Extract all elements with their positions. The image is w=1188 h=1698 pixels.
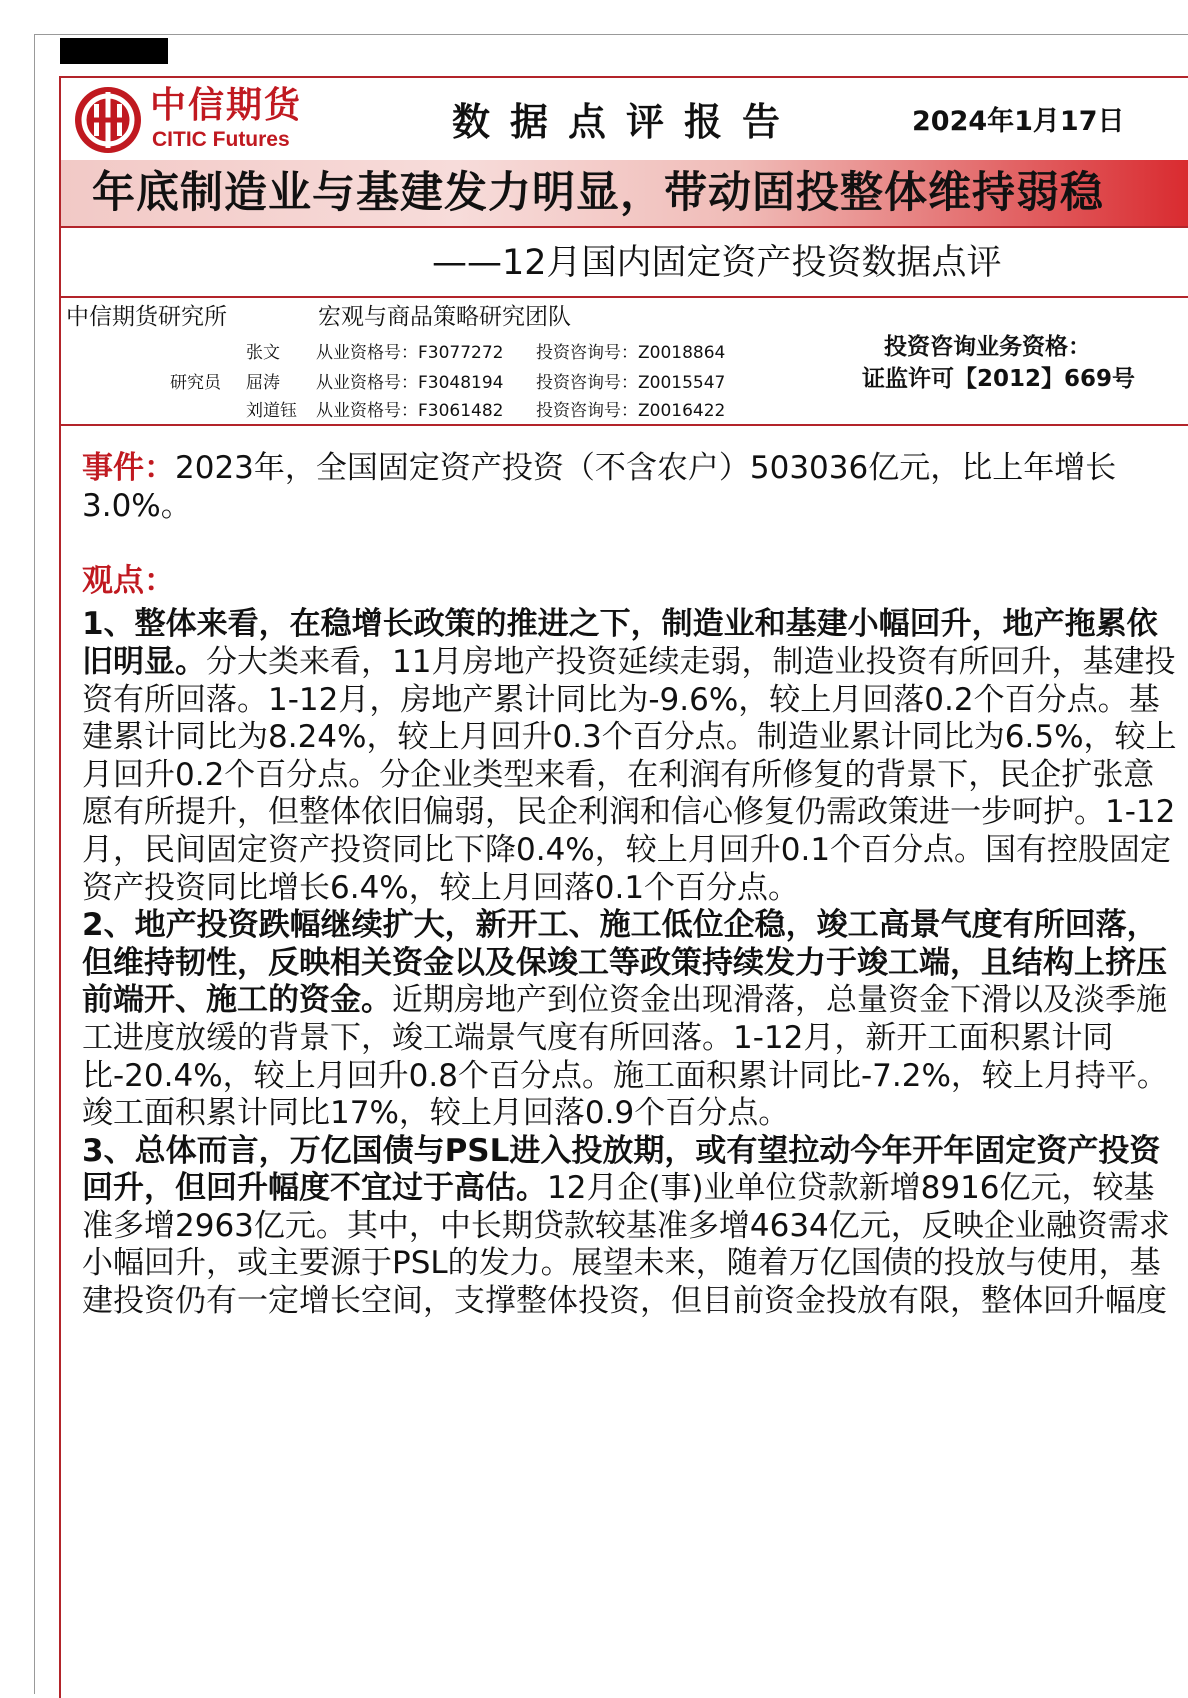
report-type: 数据点评报告 — [452, 100, 801, 144]
report-date: 2024年1月17日 — [912, 106, 1125, 137]
event-label: 事件： — [82, 450, 175, 486]
qualification-number: 证监许可【2012】669号 — [862, 366, 1136, 392]
view-point-lead: 2、地产投资跌幅继续扩大，新开工、施工低位企稳，竣工高景气度有所回落，但维持韧性，反映相关资金以及保竣工等政策持续发力于竣工端，且结构上挤压前端开、施工的资金。 — [82, 907, 1167, 1019]
divider — [61, 424, 1188, 426]
citic-logo-icon — [72, 84, 144, 156]
event-paragraph — [82, 450, 1182, 525]
analyst-cert: 从业资格号：F3061482 — [316, 401, 504, 421]
subtitle: ——12月国内固定资产投资数据点评 — [432, 243, 1002, 283]
redaction-block — [60, 38, 168, 64]
report-body — [82, 450, 1182, 1321]
qualification-title: 投资咨询业务资格： — [884, 334, 1091, 360]
spacer — [82, 525, 1182, 563]
view-point — [82, 606, 1182, 907]
main-title: 年底制造业与基建发力明显，带动固投整体维持弱稳 — [92, 168, 1104, 218]
view-point-text: 12月企(事)业单位贷款新增8916亿元，较基准多增2963亿元。其中，中长期贷款较基准多增4634亿元，反映企业融资需求小幅回升，或主要源于PSL的发力。展望未来，随着万亿国债的投放与使用，基建投资仍有一定增长空间，支撑整体投资，但目前资金投放有限，整体回升幅度 — [82, 1170, 1170, 1320]
analyst-cert: 从业资格号：F3077272 — [316, 343, 504, 363]
view-point-lead: 3、总体而言，万亿国债与PSL进入投放期，或有望拉动今年开年固定资产投资回升，但回升幅度不宜过于高估。 — [82, 1132, 1161, 1207]
views-label-line — [82, 563, 1182, 601]
page-border-top — [34, 34, 1188, 35]
analyst-name: 屈涛 — [246, 373, 280, 393]
analyst-name: 刘道钰 — [246, 401, 297, 421]
institute-name: 中信期货研究所 — [66, 304, 227, 330]
view-point — [82, 907, 1182, 1133]
event-text: 2023年，全国固定资产投资（不含农户）503036亿元，比上年增长3.0%。 — [82, 450, 1117, 524]
logo-text-en: CITIC Futures — [152, 128, 290, 151]
divider — [61, 226, 1188, 228]
analyst-advisory: 投资咨询号：Z0016422 — [536, 401, 726, 421]
page-border-left — [34, 34, 35, 1694]
view-point-text: 分大类来看，11月房地产投资延续走弱，制造业投资有所回升，基建投资有所回落。1-12月，房地产累计同比为-9.6%，较上月回落0.2个百分点。基建累计同比为8.24%，较上月回升0.3个百分点。制造业累计同比为6.5%，较上月回升0.2个百分点。分企业类型来看，在利润有所修复的背景下，民企扩张意愿有所提升，但整体依旧偏弱，民企利润和信心修复仍需政策进一步呵护。1-12月，民间固定资产投资同比下降0.4%，较上月回升0.1个百分点。国有控股固定资产投资同比增长6.4%，较上月回落0.1个百分点。 — [82, 643, 1177, 906]
view-point-text: 近期房地产到位资金出现滑落，总量资金下滑以及淡季施工进度放缓的背景下，竣工端景气度有所回落。1-12月，新开工面积累计同比-20.4%，较上月回升0.8个百分点。施工面积累计同比-7.2%，较上月持平。竣工面积累计同比17%，较上月回落0.9个百分点。 — [82, 982, 1168, 1132]
analyst-name: 张文 — [246, 343, 280, 363]
analyst-advisory: 投资咨询号：Z0015547 — [536, 373, 726, 393]
views-label: 观点： — [82, 562, 175, 599]
analyst-advisory: 投资咨询号：Z0018864 — [536, 343, 726, 363]
divider — [61, 296, 1188, 298]
role-label: 研究员 — [170, 373, 221, 393]
analyst-cert: 从业资格号：F3048194 — [316, 373, 504, 393]
view-point-lead: 1、整体来看，在稳增长政策的推进之下，制造业和基建小幅回升，地产拖累依旧明显。 — [82, 606, 1158, 680]
logo-text-cn: 中信期货 — [150, 85, 303, 126]
team-name: 宏观与商品策略研究团队 — [318, 304, 571, 330]
view-point — [82, 1133, 1182, 1321]
